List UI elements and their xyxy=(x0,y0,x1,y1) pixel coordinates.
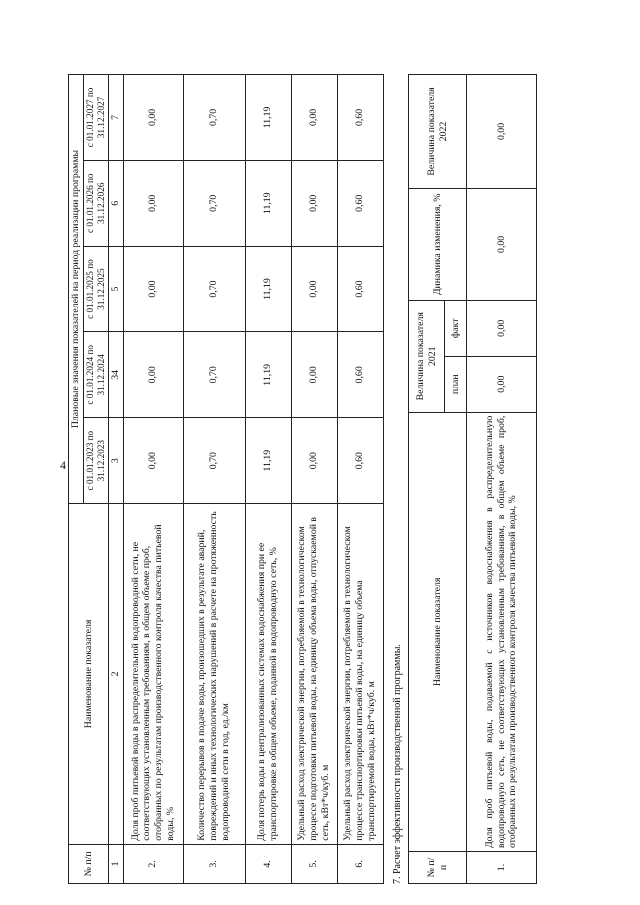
col-name-header: Наименование показателя xyxy=(69,504,109,845)
row-number: 1. xyxy=(467,852,537,884)
col-number: 5 xyxy=(108,246,123,332)
dynamics-header: Динамика изменения, % xyxy=(409,188,467,300)
value-2021-header: Величина показателя 2021 xyxy=(409,300,445,412)
value-cell: 0,00 xyxy=(123,332,183,418)
value-cell: 11,19 xyxy=(245,160,291,246)
fact-header: факт xyxy=(445,300,467,356)
planned-values-header: Плановые значения показателей на период реализации программы xyxy=(69,75,84,504)
section-title: 7. Расчет эффективности производственной программы. xyxy=(392,644,403,884)
plan-header: план xyxy=(445,356,467,412)
rotated-page-content xyxy=(68,64,628,884)
value-cell: 0,00 xyxy=(291,160,337,246)
value-cell: 0,00 xyxy=(291,332,337,418)
col-num-header: № п/п xyxy=(409,852,467,884)
fact-value: 0,00 xyxy=(467,300,537,356)
row-number: 6. xyxy=(337,844,383,883)
value-cell: 11,19 xyxy=(245,332,291,418)
value-cell: 0,00 xyxy=(291,246,337,332)
col-number: 34 xyxy=(108,332,123,418)
value-cell: 0,70 xyxy=(183,160,245,246)
column-number-row xyxy=(108,75,123,884)
value-cell: 0,00 xyxy=(123,246,183,332)
targets-table xyxy=(68,74,384,884)
value-cell: 0,70 xyxy=(183,75,245,161)
page-number: 4 xyxy=(60,458,66,472)
period-header: с 01.01.2025 по 31.12.2025 xyxy=(83,246,108,332)
row-number: 4. xyxy=(245,844,291,883)
row-number: 5. xyxy=(291,844,337,883)
col-number: 2 xyxy=(108,504,123,845)
col-name-header: Наименование показателя xyxy=(409,412,467,851)
indicator-name: Доля проб питьевой воды в распределительной водопроводной сети, не соответствующих установленным требованиям, в общем объеме проб, отобранных по результатам производственного контроля качества питьевой воды, % xyxy=(123,504,183,845)
indicator-name: Удельный расход электрической энергии, потребляемой в технологическом процессе транспортировки питьевой воды, на единицу объема транспортируемой воды, кВт*ч/куб. м xyxy=(337,504,383,845)
table-row xyxy=(245,75,291,884)
efficiency-table xyxy=(408,74,537,884)
dynamics-value: 0,00 xyxy=(467,188,537,300)
value-cell: 0,60 xyxy=(337,246,383,332)
period-header: с 01.01.2023 по 31.12.2023 xyxy=(83,418,108,504)
value-cell: 11,19 xyxy=(245,418,291,504)
value-cell: 0,00 xyxy=(123,160,183,246)
row-number: 2. xyxy=(123,844,183,883)
value-cell: 0,00 xyxy=(123,75,183,161)
indicator-name: Удельный расход электрической энергии, потребляемой в технологическом процессе подготовки питьевой воды, на единицу объема воды, отпускаемой в сеть, кВт*ч/куб. м xyxy=(291,504,337,845)
value-cell: 0,60 xyxy=(337,418,383,504)
period-header: с 01.01.2027 по 31.12.2027 xyxy=(83,75,108,161)
plan-value: 0,00 xyxy=(467,356,537,412)
value-cell: 0,00 xyxy=(291,418,337,504)
table-row xyxy=(183,75,245,884)
value-cell: 11,19 xyxy=(245,246,291,332)
value-cell: 0,70 xyxy=(183,418,245,504)
col-number: 1 xyxy=(108,844,123,883)
value-cell: 0,00 xyxy=(123,418,183,504)
table-row xyxy=(123,75,183,884)
period-header: с 01.01.2026 по 31.12.2026 xyxy=(83,160,108,246)
row-number: 3. xyxy=(183,844,245,883)
col-number: 7 xyxy=(108,75,123,161)
table-row xyxy=(467,75,537,884)
value-cell: 0,70 xyxy=(183,332,245,418)
value-2022: 0,00 xyxy=(467,75,537,189)
value-cell: 0,60 xyxy=(337,160,383,246)
table-row xyxy=(337,75,383,884)
value-2022-header: Величина показателя 2022 xyxy=(409,75,467,189)
value-cell: 0,70 xyxy=(183,246,245,332)
value-cell: 11,19 xyxy=(245,75,291,161)
col-num-header: № п/п xyxy=(69,844,109,883)
value-cell: 0,60 xyxy=(337,332,383,418)
col-number: 6 xyxy=(108,160,123,246)
indicator-name: Количество перерывов в подаче воды, произошедших в результате аварий, повреждений и иных технологических нарушений в расчете на протяженность водопроводной сети в год, ед./км xyxy=(183,504,245,845)
indicator-name: Доля потерь воды в централизованных системах водоснабжения при ее транспортировке в общем объеме, поданной в водопроводную сеть, % xyxy=(245,504,291,845)
indicator-name: Доля проб питьевой воды, подаваемой с источников водоснабжения в распределительную водопроводную сеть, не соответствующих установленным требованиям, в общем объеме проб, отобранных по результатам производственного контроля качества питьевой воды, % xyxy=(467,412,537,851)
table-row xyxy=(291,75,337,884)
value-cell: 0,60 xyxy=(337,75,383,161)
col-number: 3 xyxy=(108,418,123,504)
value-cell: 0,00 xyxy=(291,75,337,161)
period-header: с 01.01.2024 по 31.12.2024 xyxy=(83,332,108,418)
